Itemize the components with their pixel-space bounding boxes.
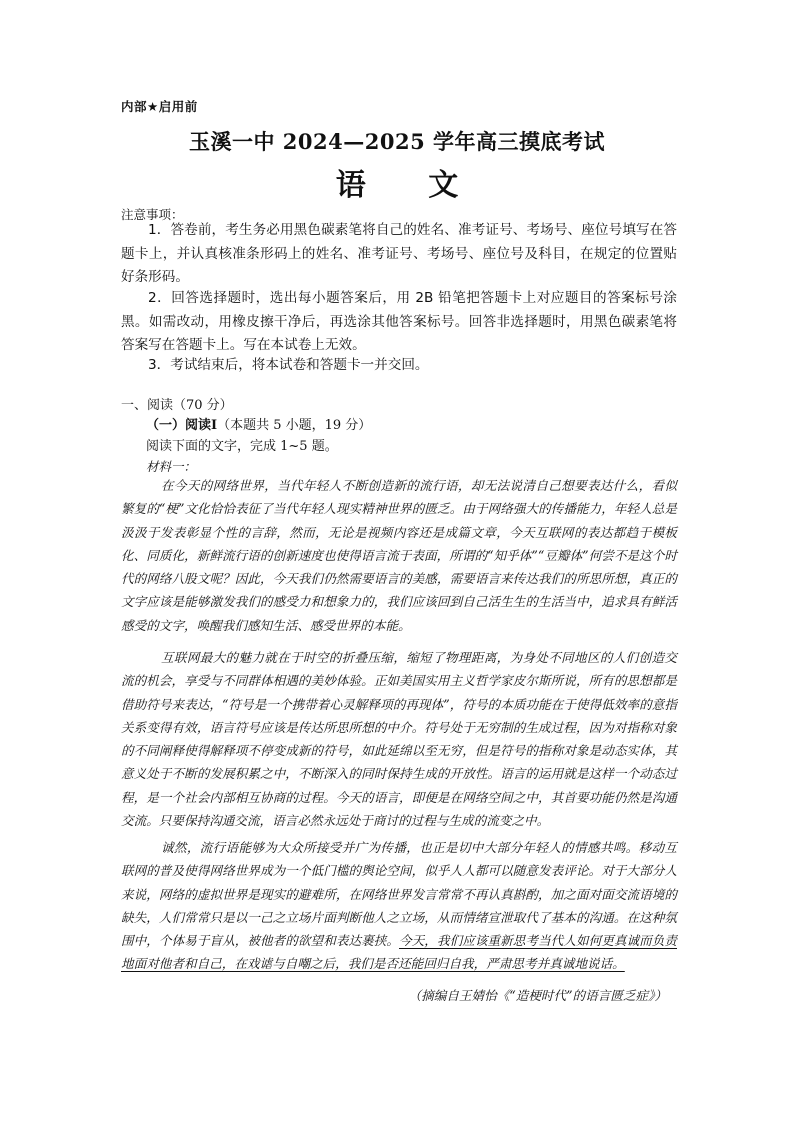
sub-heading-detail: （本题共 5 小题，19 分） <box>217 418 372 433</box>
exam-title: 玉溪一中 2024—2025 学年高三摸底考试 <box>188 129 605 154</box>
material-paragraph-2: 互联网最大的魅力就在于时空的折叠压缩，缩短了物理距离，为身处不同地区的人们创造交流的机会，享受与不同群体相遇的美妙体验。正如美国实用主义哲学家皮尔斯所说，所有的思想都是借助符号来表达，“符号是一个携带着心灵解释项的再现体”，符号的本质功能在于使得低效率的意指关系变得有效，语言符号应该是传达所思所想的中介。符号处于无穷制的生成过程，因为对指称对象的不同阐释使得解释项不停变成新的符号，如此延绵以至无穷，但是符号的指称对象是动态实体，其意义处于不断的发展积累之中，不断深入的同时保持生成的开放性。语言的运用就是这样一个动态过程，是一个社会内部相互协商的过程。今天的语言，即便是在网络空间之中，其首要功能仍然是沟通交流。只要保持沟通交流，语言必然永远处于商讨的过程与生成的流变之中。 <box>121 650 677 829</box>
material-label: 材料一： <box>146 459 197 474</box>
paragraph-3-text: 诚然，流行语能够为大众所接受并广为传播，也正是切中大部分年轻人的情感共鸣。移动互联网的普及使得网络世界成为一个低门槛的舆论空间，似乎人人都可以随意发表评论。对于大部分人来说，网络的虚拟世界是现实的避难所，在网络世界发言常常不再认真斟酌，加之面对面交流语境的缺失，人们常常只是以一己之立场片面判断他人之立场，从而情绪宣泄取代了基本的沟通。在这种氛围中，个体易于盲从，被他者的欲望和表达裹挟。 <box>121 840 677 949</box>
notice-item-1: 1．答卷前，考生务必用黑色碳素笔将自己的姓名、准考证号、考场号、座位号填写在答题卡上，并认真核准条形码上的姓名、准考证号、考场号、座位号及科目，在规定的位置贴好条形码。 <box>121 222 677 285</box>
reading-instruction: 阅读下面的文字，完成 1~5 题。 <box>146 439 338 454</box>
notice-item-3: 3．考试结束后，将本试卷和答题卡一并交回。 <box>148 357 429 373</box>
material-paragraph-3 <box>121 836 677 976</box>
sub-heading-title: （一）阅读Ⅰ <box>146 418 218 433</box>
subject-title: 语 文 <box>335 168 485 203</box>
paragraph-3-underlined-text: 今天，我们应该重新思考当代人如何更真诚而负责地面对他者和自己，在戏谑与自嘲之后，我们是否还能回归自我，严肃思考并真诚地说话。 <box>121 933 678 972</box>
material-paragraph-1: 在今天的网络世界，当代年轻人不断创造新的流行语，却无法说清自己想要表达什么，看似繁复的“梗”文化恰恰表征了当代年轻人现实精神世界的匮乏。由于网络强大的传播能力，年轻人总是汲汲于发表彰显个性的言辞，然而，无论是视频内容还是成篇文章，今天互联网的表达都趋于模板化、同质化，新鲜流行语的创新速度也使得语言流于表面，所谓的“知乎体”“豆瓣体”何尝不是这个时代的网络八股文呢？因此，今天我们仍然需要语言的美感，需要语言来传达我们的所思所想，真正的文字应该是能够激发我们的感受力和想象力的，我们应该回到自己活生生的生活当中，追求具有鲜活感受的文字，唤醒我们感知生活、感受世界的本能。 <box>121 478 677 633</box>
confidential-label: 内部★启用前 <box>121 99 198 114</box>
source-citation: （摘编自王婧怡《“造梗时代”的语言匮乏症》） <box>408 988 667 1003</box>
reading-sub-heading <box>146 414 371 433</box>
notice-item-2: 2．回答选择题时，选出每小题答案后，用 2B 铅笔把答题卡上对应题目的答案标号涂黑。如需改动，用橡皮擦干净后，再选涂其他答案标号。回答非选择题时，用黑色碳素笔将答案写在答题卡上。写在本试卷上无效。 <box>121 290 677 353</box>
notice-heading: 注意事项： <box>121 207 184 222</box>
section-heading: 一、阅读（70 分） <box>121 398 233 413</box>
